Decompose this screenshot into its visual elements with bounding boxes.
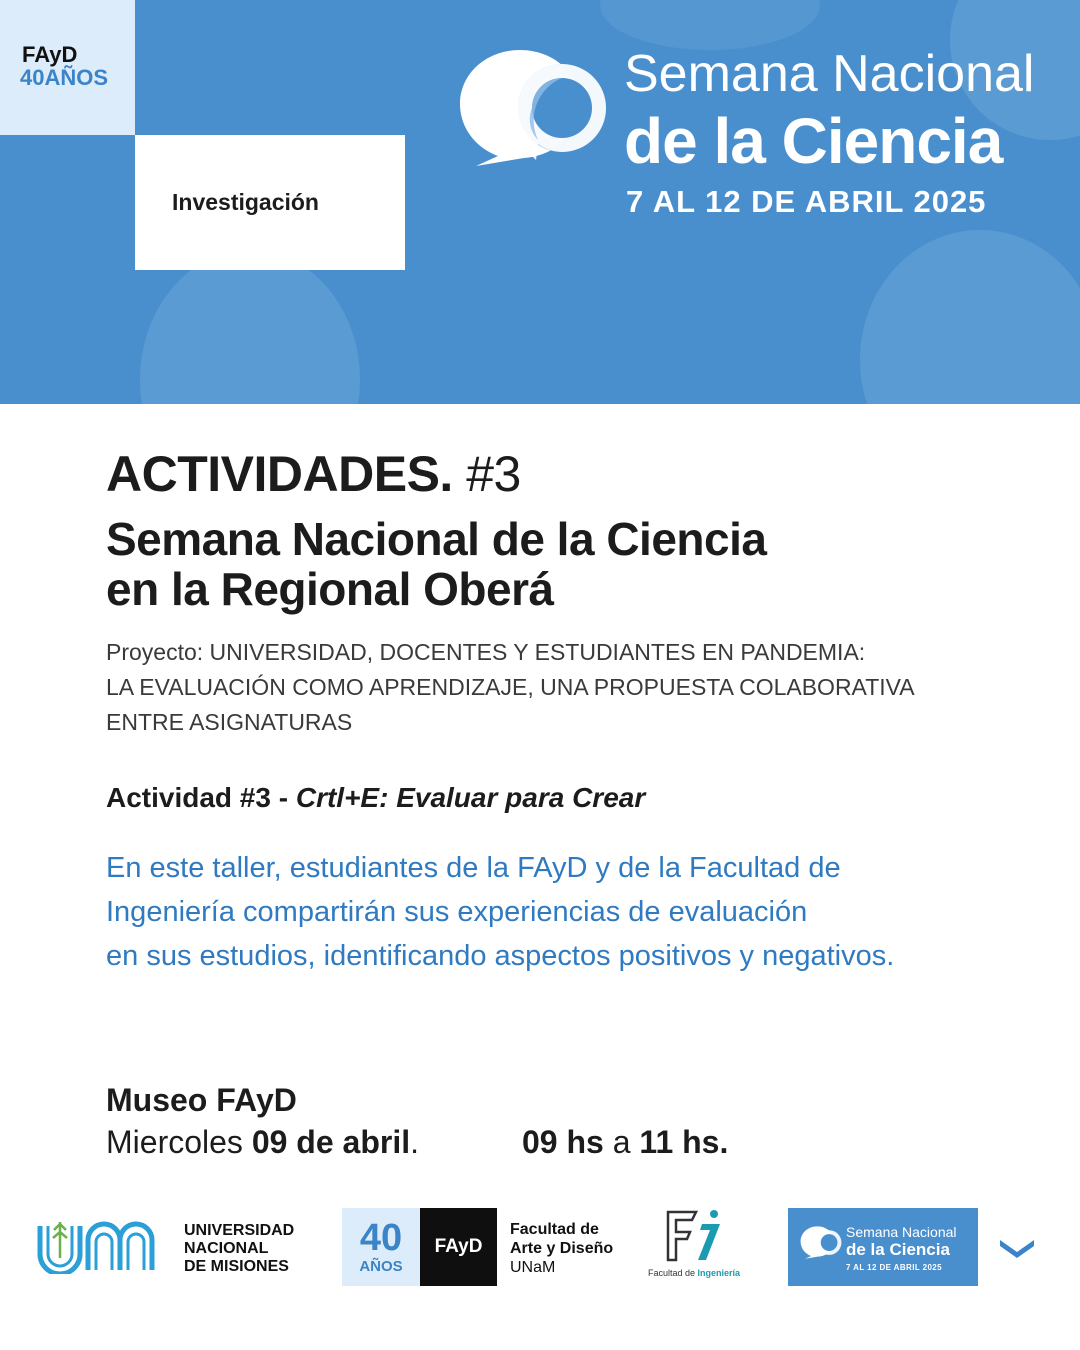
- activity-prefix: Actividad #3 -: [106, 782, 296, 813]
- event-header: [0, 0, 1080, 404]
- event-title-line1: Semana Nacional: [624, 45, 1035, 103]
- time-separator: a: [603, 1124, 640, 1160]
- time-end: 11 hs.: [639, 1124, 729, 1160]
- fayd-badge: [420, 1208, 497, 1286]
- fayd-40-logo: [342, 1208, 420, 1286]
- unam-line: DE MISIONES: [184, 1258, 289, 1275]
- event-time: [522, 1124, 728, 1161]
- speech-bubbles-icon: [800, 1224, 842, 1260]
- activity-name: Crtl+E: Evaluar para Crear: [295, 782, 646, 813]
- event-dates: 7 AL 12 DE ABRIL 2025: [626, 184, 987, 219]
- fayd-name-line: Arte y Diseño: [510, 1240, 614, 1257]
- actividades-number: #3: [466, 446, 521, 502]
- fayd-name-line: Facultad de: [510, 1221, 599, 1238]
- event-date: [106, 1124, 419, 1161]
- fi-logo-icon: [640, 1208, 750, 1268]
- event-day: Miercoles: [106, 1124, 252, 1160]
- project-line: Proyecto: UNIVERSIDAD, DOCENTES Y ESTUDIANTES EN PANDEMIA:: [106, 639, 866, 665]
- description-line: Ingeniería compartirán sus experiencias de evaluación: [106, 896, 808, 928]
- chevron-down-icon[interactable]: [998, 1236, 1036, 1260]
- description-line: en sus estudios, identificando aspectos positivos y negativos.: [106, 940, 895, 972]
- fayd-badge-label: FAyD: [434, 1236, 483, 1257]
- unam-logo-icon: [36, 1218, 162, 1274]
- fi-caption-bold: Ingeniería: [697, 1268, 741, 1278]
- fayd-tile-line1: FAyD: [22, 42, 78, 67]
- fi-caption: [648, 1268, 740, 1278]
- project-description: [106, 635, 915, 740]
- project-line: ENTRE ASIGNATURAS: [106, 709, 353, 735]
- fayd-40-number: 40: [359, 1217, 403, 1259]
- fayd-40-label: AÑOS: [359, 1258, 403, 1275]
- unam-name: [184, 1222, 294, 1276]
- section-tag-label: Investigación: [172, 189, 319, 215]
- unam-line: UNIVERSIDAD: [184, 1222, 295, 1239]
- fayd-name: [510, 1220, 613, 1277]
- description-line: En este taller, estudiantes de la FAyD y de la Facultad de: [106, 852, 841, 884]
- unam-line: NACIONAL: [184, 1240, 269, 1257]
- activity-heading: [106, 782, 645, 814]
- header-bg-shape: [860, 230, 1080, 404]
- actividades-heading: [106, 446, 521, 502]
- event-location: Museo FAyD: [106, 1082, 297, 1118]
- snc-small-line2: de la Ciencia: [846, 1240, 950, 1259]
- header-bg-shape: [140, 250, 360, 404]
- snc-small-logo: [788, 1208, 978, 1286]
- fayd-40-tile: [0, 0, 135, 135]
- activity-description: [106, 846, 894, 978]
- fayd-university: UNaM: [510, 1259, 556, 1276]
- speech-bubbles-icon: [458, 44, 608, 168]
- page-title: [106, 514, 766, 614]
- actividades-label: ACTIVIDADES.: [106, 446, 453, 502]
- snc-small-line1: Semana Nacional: [846, 1224, 957, 1240]
- section-tag: [135, 135, 405, 270]
- snc-small-dates: 7 AL 12 DE ABRIL 2025: [846, 1263, 942, 1272]
- title-line: en la Regional Oberá: [106, 563, 554, 615]
- header-bg-shape: [600, 0, 820, 50]
- project-line: LA EVALUACIÓN COMO APRENDIZAJE, UNA PROPUESTA COLABORATIVA: [106, 674, 915, 700]
- event-date-suffix: .: [410, 1124, 419, 1160]
- facultad-ingenieria-logo: [640, 1208, 750, 1286]
- fayd-tile-line2: 40AÑOS: [20, 65, 109, 90]
- fi-caption-prefix: Facultad de: [648, 1268, 698, 1278]
- event-date-value: 09 de abril: [251, 1124, 411, 1160]
- time-start: 09 hs: [522, 1124, 604, 1160]
- title-line: Semana Nacional de la Ciencia: [106, 513, 767, 565]
- event-title-line2: de la Ciencia: [624, 105, 1003, 177]
